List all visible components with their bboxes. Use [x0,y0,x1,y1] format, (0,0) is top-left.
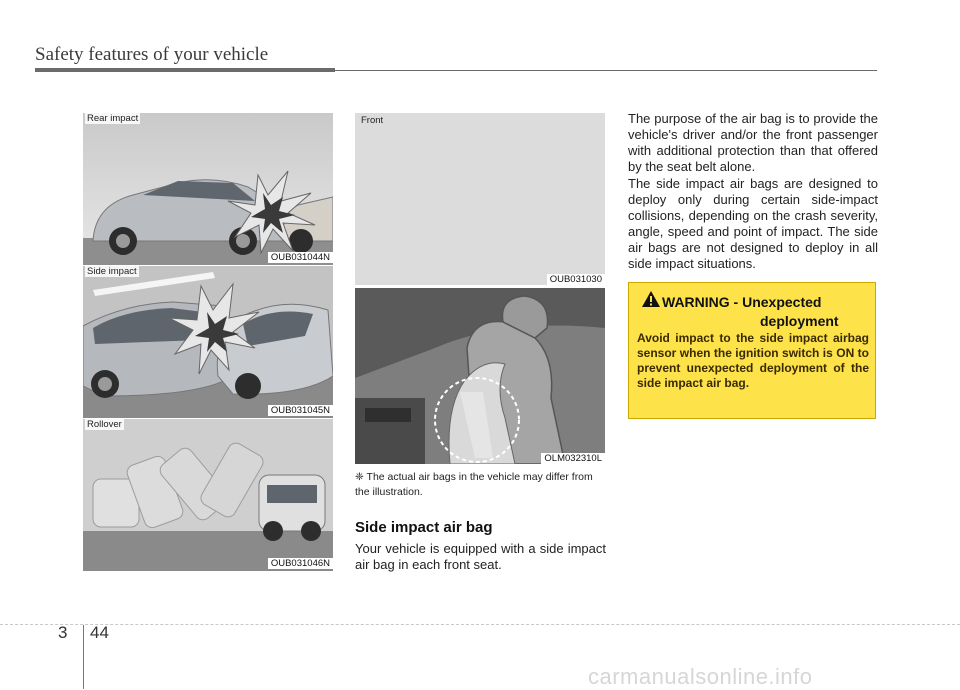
header-rule-thin [335,70,877,71]
rear-impact-code: OUB031044N [268,252,333,263]
seat-code: OLM032310L [541,453,605,464]
footer-dashed-line [0,624,960,625]
section-body: Your vehicle is equipped with a side impact air bag in each front seat. [355,541,606,572]
side-airbag-paragraph: The side impact air bags are designed to deploy only during certain side-impact collisions, depending on the crash severity, angle, speed and point of impact. The side air bags are not designed to deploy in all side impact situations. [628,176,878,271]
illustration-note: ❈ The actual air bags in the vehicle may differ from the illustration. [355,471,593,498]
warning-subtitle: deployment [760,313,839,329]
rear-impact-label: Rear impact [87,113,139,124]
rear-impact-illustration [83,113,333,265]
section-heading: Side impact air bag [355,519,493,536]
page-number: 44 [90,623,109,642]
rollover-drawing [83,419,333,571]
side-airbag-seat-illustration [355,288,605,464]
front-label: Front [361,115,384,126]
footer-rule [83,625,84,689]
front-code: OUB031030 [547,274,605,285]
seat-airbag-drawing [355,288,605,464]
warning-triangle-icon [642,291,660,307]
front-illustration [355,113,605,285]
watermark: carmanualsonline.info [588,664,813,689]
rollover-illustration [83,419,333,571]
side-impact-label: Side impact [87,266,137,277]
warning-box [628,282,876,419]
rear-impact-drawing [83,113,333,265]
side-impact-code: OUB031045N [268,405,333,416]
side-impact-illustration [83,266,333,418]
warning-text: Avoid impact to the side impact airbag sensor when the ignition switch is ON to prevent unexpected deployment of the side impact air bag. [637,331,869,390]
warning-title: WARNING - Unexpected [662,294,822,310]
chapter-number: 3 [58,623,68,642]
header-rule [35,68,335,72]
rollover-code: OUB031046N [268,558,333,569]
page-header-title: Safety features of your vehicle [35,44,269,65]
side-impact-drawing [83,266,333,418]
rollover-label: Rollover [87,419,122,430]
purpose-paragraph: The purpose of the air bag is to provide the vehicle's driver and/or the front passenger with additional protection than that offered by the seat belt alone. [628,111,878,174]
